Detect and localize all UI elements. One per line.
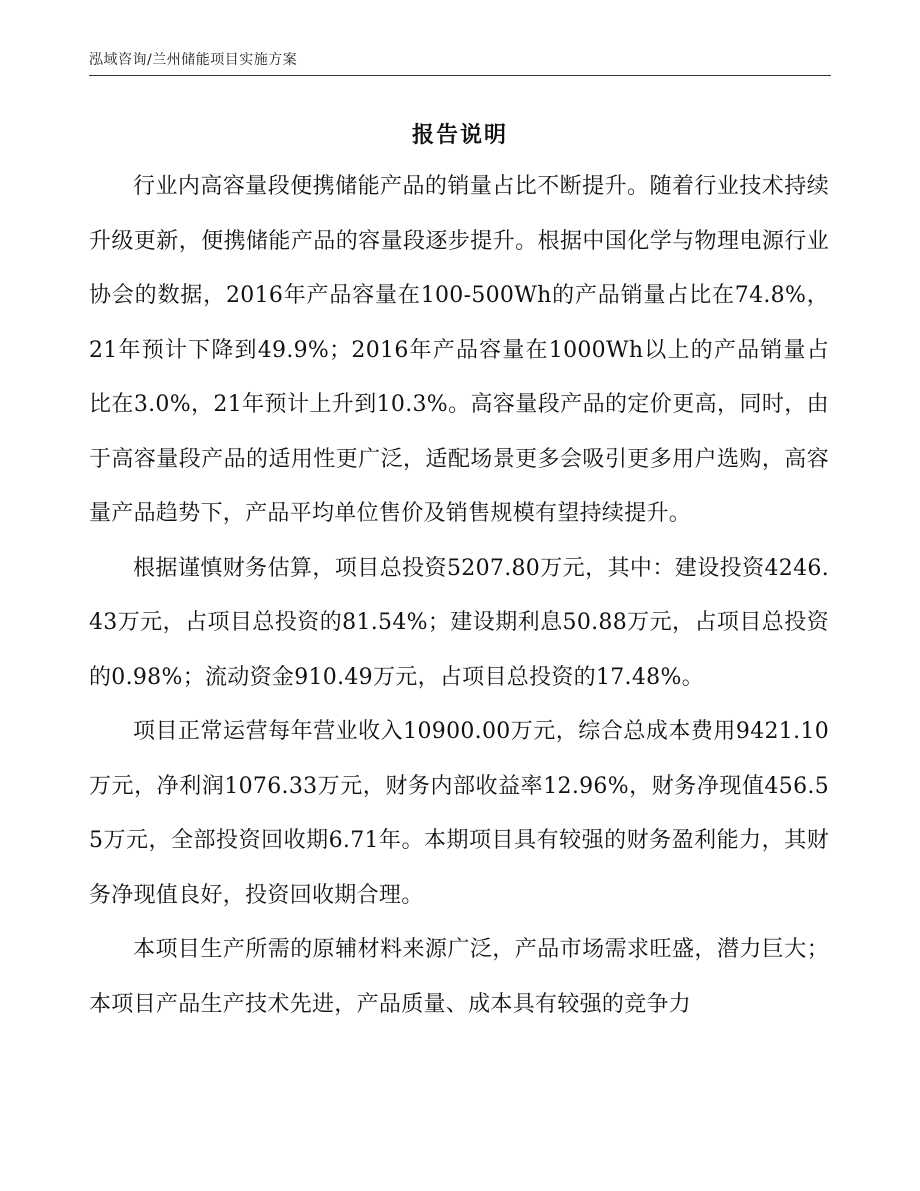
paragraph-revenue: 项目正常运营每年营业收入10900.00万元，综合总成本费用9421.10万元，净利润1076.33万元，财务内部收益率12.96%，财务净现值456.55万元，全部投资回收期6.71年。本期项目具有较强的财务盈利能力，其财务净现值良好，投资回收期合理。 [89,719,829,908]
paragraph-market-trend: 行业内高容量段便携储能产品的销量占比不断提升。随着行业技术持续升级更新，便携储能产品的容量段逐步提升。根据中国化学与物理电源行业协会的数据，2016年产品容量在100-500Wh的产品销量占比在74.8%，21年预计下降到49.9%；2016年产品容量在1000Wh以上的产品销量占比在3.0%，21年预计上升到10.3%。高容量段产品的定价更高，同时，由于高容量段产品的适用性更广泛，适配场景更多会吸引更多用户选购，高容量产品趋势下，产品平均单位售价及销售规模有望持续提升。 [89,174,829,526]
running-header: 泓域咨询/兰州储能项目实施方案 [89,52,298,68]
document-body [89,160,829,1032]
header-divider [89,75,831,76]
paragraph-materials: 本项目生产所需的原辅材料来源广泛，产品市场需求旺盛，潜力巨大；本项目产品生产技术先进，产品质量、成本具有较强的竞争力 [89,937,829,1017]
paragraph-investment: 根据谨慎财务估算，项目总投资5207.80万元，其中：建设投资4246.43万元，占项目总投资的81.54%；建设期利息50.88万元，占项目总投资的0.98%；流动资金910.49万元，占项目总投资的17.48%。 [89,555,829,690]
page-title: 报告说明 [411,123,508,148]
